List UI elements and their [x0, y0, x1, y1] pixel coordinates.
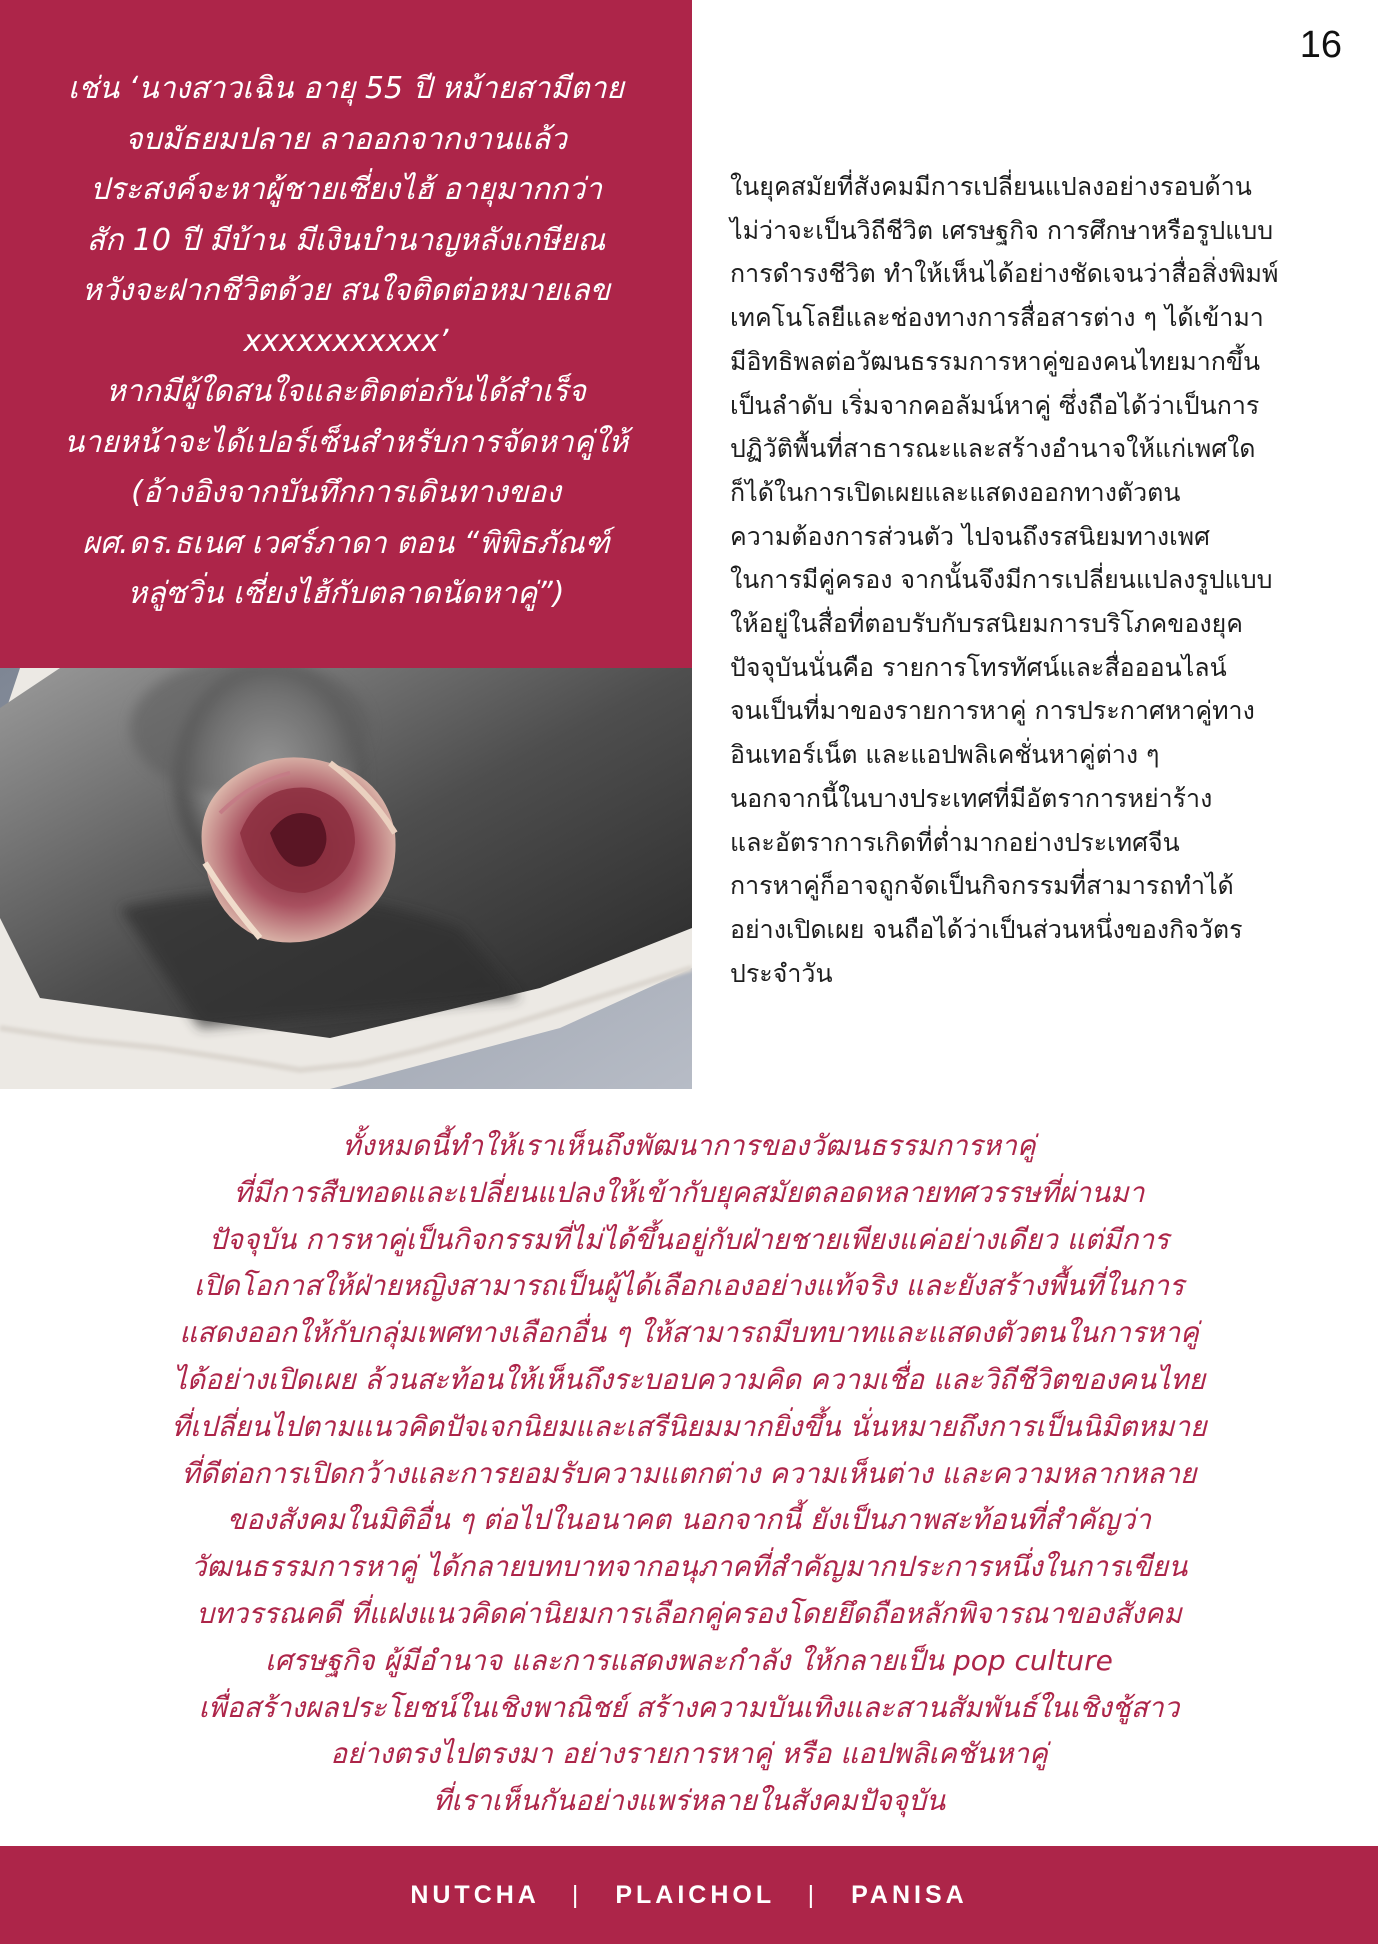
body-line: เป็นลำดับ เริ่มจากคอลัมน์หาคู่ ซึ่งถือได้ว่าเป็นการ [730, 390, 1260, 420]
closing-line: ได้อย่างเปิดเผย ล้วนสะท้อนให้เห็นถึงระบอบความคิด ความเชื่อ และวิถีชีวิตของคนไทย [172, 1362, 1206, 1396]
body-line: ก็ได้ในการเปิดเผยและแสดงออกทางตัวตน [730, 477, 1181, 507]
quote-line: (อ้างอิงจากบันทึกการเดินทางของ [131, 475, 561, 510]
separator: | [571, 1880, 583, 1909]
quote-line: สัก 10 ปี มีบ้าน มีเงินบำนาญหลังเกษียณ [86, 222, 606, 258]
body-line: ในการมีคู่ครอง จากนั้นจึงมีการเปลี่ยนแปลงรูปแบบ [730, 565, 1273, 595]
body-line: เทคโนโลยีและช่องทางการสื่อสารต่าง ๆ ได้เข้ามา [730, 303, 1264, 333]
author-names [410, 1881, 967, 1910]
quote-line: ผศ.ดร.ธเนศ เวศร์ภาดา ตอน “พิพิธภัณฑ์ [82, 525, 610, 561]
body-line: ปฏิวัติพื้นที่สาธารณะและสร้างอำนาจให้แก่เพศใด [730, 434, 1256, 464]
body-line: ประจำวัน [730, 958, 833, 988]
body-line: ในยุคสมัยที่สังคมมีการเปลี่ยนแปลงอย่างรอบด้าน [730, 172, 1252, 201]
quote-line: xxxxxxxxxxx’ [243, 323, 449, 359]
body-line: จนเป็นที่มาของรายการหาคู่ การประกาศหาคู่ทาง [730, 696, 1255, 726]
closing-line: แสดงออกให้กับกลุ่มเพศทางเลือกอื่น ๆ ให้สามารถมีบทบาทและแสดงตัวตนในการหาคู่ [179, 1316, 1199, 1350]
author-name: PLAICHOL [615, 1880, 775, 1909]
closing-line: บทวรรณคดี ที่แฝงแนวคิดค่านิยมการเลือกคู่ครองโดยยึดถือหลักพิจารณาของสังคม [196, 1596, 1182, 1630]
quote-line: นายหน้าจะได้เปอร์เซ็นสำหรับการจัดหาคู่ให้ [63, 424, 629, 460]
closing-line: อย่างตรงไปตรงมา อย่างรายการหาคู่ หรือ แอปพลิเคชันหาคู่ [330, 1737, 1048, 1771]
closing-line: เพื่อสร้างผลประโยชน์ในเชิงพาณิชย์ สร้างความบันเทิงและสานสัมพันธ์ในเชิงชู้สาว [198, 1690, 1180, 1724]
closing-line: เศรษฐกิจ ผู้มีอำนาจ และการแสดงพละกำลัง ให้กลายเป็น pop culture [265, 1643, 1113, 1677]
rose-photo-image [0, 668, 692, 1089]
quote-text [30, 64, 662, 620]
closing-line: ปัจจุบัน การหาคู่เป็นกิจกรรมที่ไม่ได้ขึ้นอยู่กับฝ่ายชายเพียงแค่อย่างเดียว แต่มีการ [208, 1222, 1170, 1256]
body-paragraph [730, 165, 1350, 995]
closing-line: ที่มีการสืบทอดและเปลี่ยนแปลงให้เข้ากับยุคสมัยตลอดหลายทศวรรษที่ผ่านมา [233, 1175, 1145, 1209]
quote-line: จบมัธยมปลาย ลาออกจากงานแล้ว [124, 121, 568, 157]
body-line: ปัจจุบันนั่นคือ รายการโทรทัศน์และสื่อออนไลน์ [730, 652, 1227, 682]
quote-line: หากมีผู้ใดสนใจและติดต่อกันได้สำเร็จ [106, 374, 586, 409]
closing-line: วัฒนธรรมการหาคู่ ได้กลายบทบาทจากอนุภาคที่สำคัญมากประการหนึ่งในการเขียน [190, 1550, 1188, 1584]
body-line: อินเทอร์เน็ต และแอปพลิเคชั่นหาคู่ต่าง ๆ [730, 740, 1160, 770]
closing-line: ที่เราเห็นกันอย่างแพร่หลายในสังคมปัจจุบัน [432, 1784, 946, 1818]
author-name: PANISA [851, 1880, 968, 1909]
body-line: นอกจากนี้ในบางประเทศที่มีอัตราการหย่าร้าง [730, 783, 1213, 813]
footer-bar [0, 1846, 1378, 1944]
closing-line: เปิดโอกาสให้ฝ่ายหญิงสามารถเป็นผู้ได้เลือกเองอย่างแท้จริง และยังสร้างพื้นที่ในการ [193, 1269, 1185, 1303]
page-number: 16 [1299, 24, 1342, 66]
rose-on-vintage-photo-icon [0, 668, 692, 1089]
quote-line: ประสงค์จะหาผู้ชายเซี่ยงไฮ้ อายุมากกว่า [90, 172, 602, 207]
body-line: ให้อยู่ในสื่อที่ตอบรับกับรสนิยมการบริโภคของยุค [730, 609, 1243, 639]
body-line: และอัตราการเกิดที่ต่ำมากอย่างประเทศจีน [730, 827, 1180, 857]
closing-line: ทั้งหมดนี้ทำให้เราเห็นถึงพัฒนาการของวัฒนธรรมการหาคู่ [342, 1129, 1036, 1162]
body-line: อย่างเปิดเผย จนถือได้ว่าเป็นส่วนหนึ่งของกิจวัตร [730, 914, 1243, 944]
closing-line: ที่เปลี่ยนไปตามแนวคิดปัจเจกนิยมและเสรีนิยมมากยิ่งขึ้น นั่นหมายถึงการเป็นนิมิตหมาย [171, 1409, 1207, 1443]
quote-line: เช่น ‘นางสาวเฉิน อายุ 55 ปี หม้ายสามีตาย [67, 71, 624, 106]
closing-line: ของสังคมในมิติอื่น ๆ ต่อไปในอนาคต นอกจากนี้ ยังเป็นภาพสะท้อนที่สำคัญว่า [226, 1503, 1152, 1537]
body-line: มีอิทธิพลต่อวัฒนธรรมการหาคู่ของคนไทยมากขึ้น [730, 346, 1261, 376]
body-line: ไม่ว่าจะเป็นวิถีชีวิต เศรษฐกิจ การศึกษาหรือรูปแบบ [730, 215, 1274, 245]
separator: | [807, 1880, 819, 1909]
quote-line: หวังจะฝากชีวิตด้วย สนใจติดต่อหมายเลข [81, 273, 611, 308]
quote-line: หลู่ซวิ่น เซี่ยงไฮ้กับตลาดนัดหาคู่”) [127, 576, 565, 611]
quote-box [0, 0, 692, 668]
closing-line: ที่ดีต่อการเปิดกว้างและการยอมรับความแตกต่าง ความเห็นต่าง และความหลากหลาย [181, 1456, 1197, 1490]
closing-paragraph [0, 1123, 1378, 1825]
body-line: การดำรงชีวิต ทำให้เห็นได้อย่างชัดเจนว่าสื่อสิ่งพิมพ์ [730, 259, 1279, 289]
body-line: การหาคู่ก็อาจถูกจัดเป็นกิจกรรมที่สามารถทำได้ [730, 871, 1234, 901]
body-line: ความต้องการส่วนตัว ไปจนถึงรสนิยมทางเพศ [730, 521, 1210, 551]
author-name: NUTCHA [410, 1880, 539, 1909]
